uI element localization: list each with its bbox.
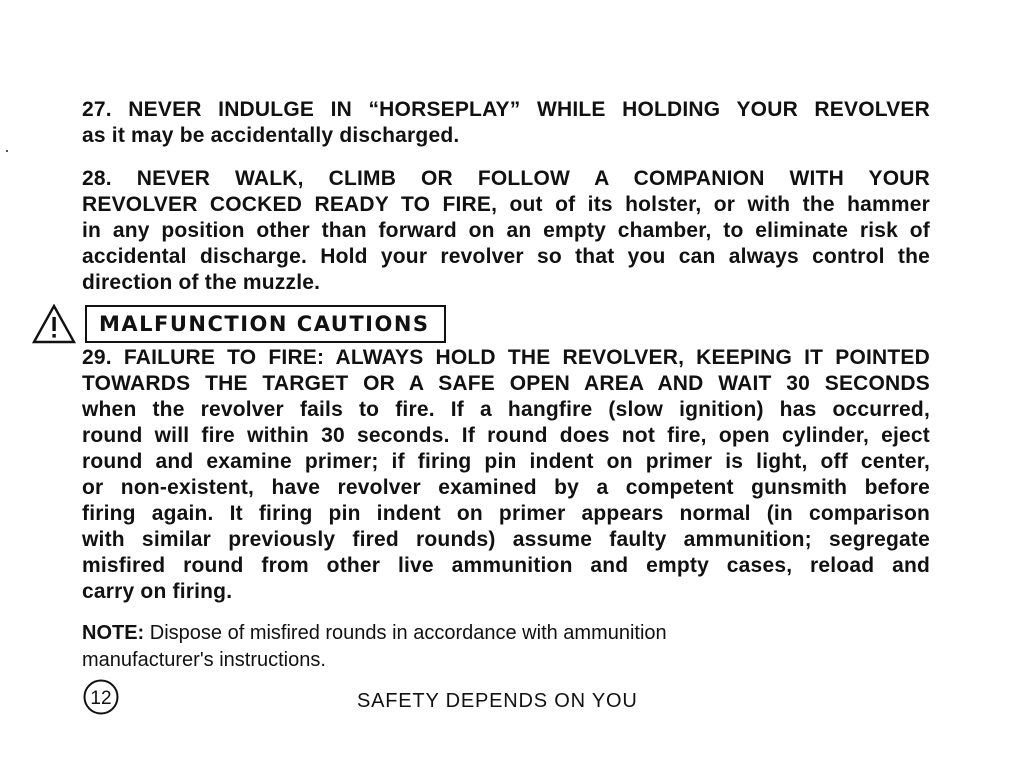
item-29-line-2: TOWARDS THE TARGET OR A SAFE OPEN AREA AND WAIT 30 SECONDS — [82, 372, 930, 395]
note-label: NOTE: — [82, 622, 145, 644]
safety-item-29 — [82, 345, 930, 605]
page-number-badge — [82, 678, 120, 716]
item-28-line-3: in any position other than forward on an empty chamber, to eliminate risk of — [82, 219, 930, 242]
item-28-line-2: REVOLVER COCKED READY TO FIRE, out of its holster, or with the hammer — [82, 193, 930, 216]
note-text-2: manufacturer's instructions. — [82, 649, 326, 671]
item-29-line-10: carry on firing. — [82, 580, 233, 603]
item-29-line-6: or non-existent, have revolver examined by a competent gunsmith before — [82, 476, 930, 499]
note-block — [82, 620, 842, 674]
footer-slogan: SAFETY DEPENDS ON YOU — [357, 690, 638, 712]
item-29-line-9: misfired round from other live ammunition and empty cases, reload and — [82, 554, 930, 577]
warning-triangle-icon — [32, 304, 76, 344]
page-number: 12 — [90, 688, 112, 709]
safety-item-28 — [82, 166, 930, 296]
item-28-line-1: 28. NEVER WALK, CLIMB OR FOLLOW A COMPANION WITH YOUR — [82, 167, 930, 190]
item-27-line-2: as it may be accidentally discharged. — [82, 124, 460, 147]
item-29-line-1: 29. FAILURE TO FIRE: ALWAYS HOLD THE REVOLVER, KEEPING IT POINTED — [82, 346, 930, 369]
item-29-line-5: round and examine primer; if firing pin indent on primer is light, off center, — [82, 450, 930, 473]
note-line-1 — [82, 620, 842, 647]
note-text-1: Dispose of misfired rounds in accordance with ammunition — [144, 622, 667, 644]
malfunction-cautions-heading: MALFUNCTION CAUTIONS — [85, 305, 446, 343]
safety-item-27 — [82, 97, 930, 149]
item-29-line-8: with similar previously fired rounds) assume faulty ammunition; segregate — [82, 528, 930, 551]
scan-speck — [6, 150, 8, 152]
item-29-line-4: round will fire within 30 seconds. If round does not fire, open cylinder, eject — [82, 424, 930, 447]
item-27-line-1: 27. NEVER INDULGE IN “HORSEPLAY” WHILE HOLDING YOUR REVOLVER — [82, 98, 930, 121]
item-29-line-7: firing again. It firing pin indent on primer appears normal (in comparison — [82, 502, 930, 525]
item-28-line-4: accidental discharge. Hold your revolver so that you can always control the — [82, 245, 930, 268]
item-29-line-3: when the revolver fails to fire. If a hangfire (slow ignition) has occurred, — [82, 398, 930, 421]
item-28-line-5: direction of the muzzle. — [82, 271, 321, 294]
